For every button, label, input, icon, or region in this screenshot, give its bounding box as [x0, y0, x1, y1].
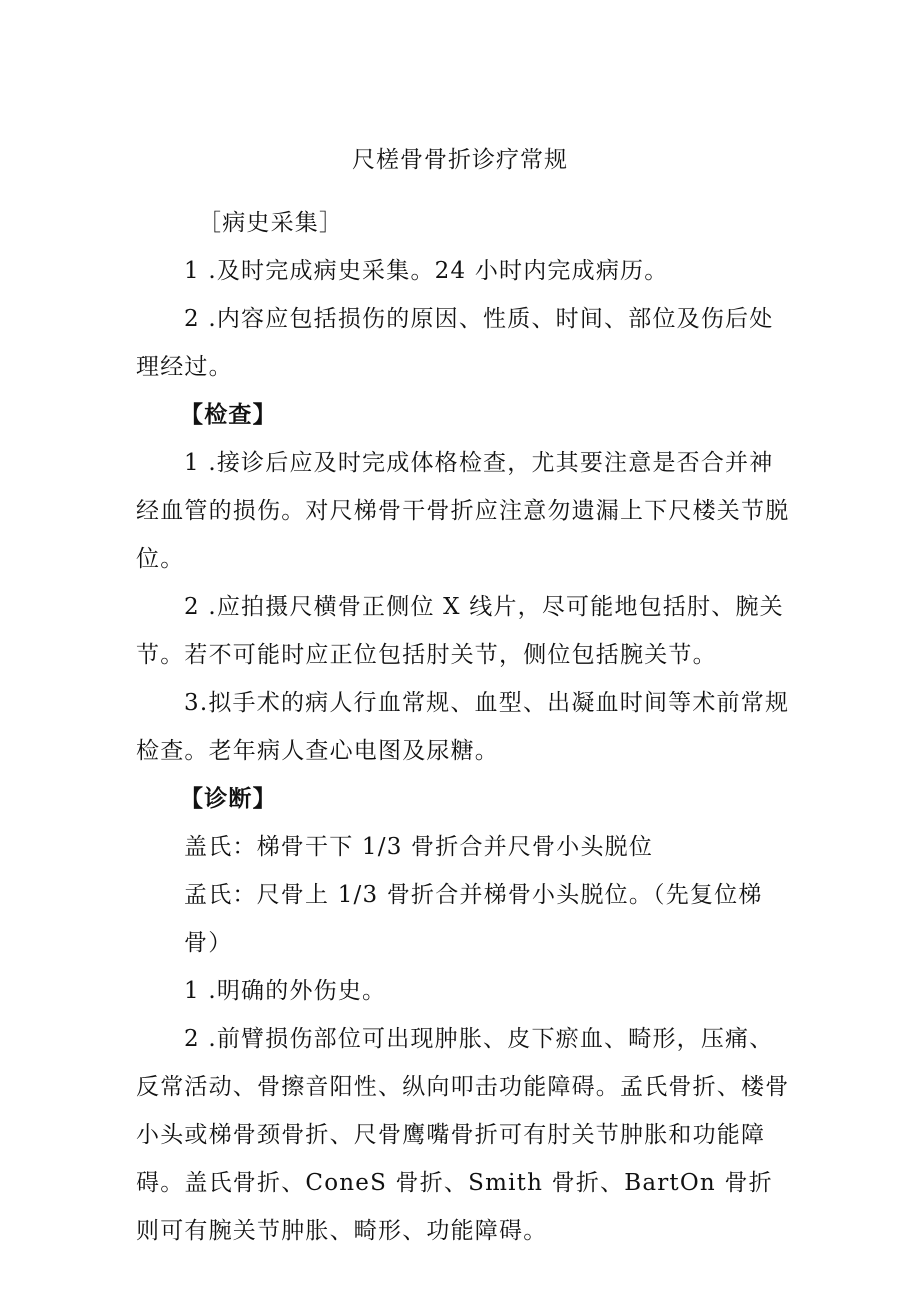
exam-item-3: 3.拟手术的病人行血常规、血型、出凝血时间等术前常规检查。老年病人查心电图及尿糖。	[136, 690, 790, 764]
section-heading-history: ［病史采集］	[198, 210, 344, 236]
document-title: 尺槎骨骨折诊疗常规	[352, 147, 568, 173]
document-body	[136, 199, 796, 1255]
diagnosis-line-monteggia: 孟氏：尺骨上 1/3 骨折合并梯骨小头脱位。（先复位梯骨）	[184, 882, 763, 956]
history-item-2: 2 .内容应包括损伤的原因、性质、时间、部位及伤后处理经过。	[136, 306, 774, 380]
exam-item-2: 2 .应拍摄尺横骨正侧位 X 线片，尽可能地包括肘、腕关节。若不可能时应正位包括肘关节，侧位包括腕关节。	[136, 594, 784, 668]
history-item-1: 1 .及时完成病史采集。24 小时内完成病历。	[184, 258, 669, 284]
section-heading-diagnosis: 【诊断】	[180, 785, 277, 812]
diagnosis-line-galeazzi: 盖氏：梯骨干下 1/3 骨折合并尺骨小头脱位	[184, 834, 654, 860]
exam-item-1: 1 .接诊后应及时完成体格检查，尤其要注意是否合并神经血管的损伤。对尺梯骨干骨折应注意勿遗漏上下尺楼关节脱位。	[136, 450, 790, 572]
diagnosis-item-2: 2 .前臂损伤部位可出现肿胀、皮下瘀血、畸形，压痛、反常活动、骨擦音阳性、纵向叩击功能障碍。孟氏骨折、楼骨小头或梯骨颈骨折、尺骨鹰嘴骨折可有肘关节肿胀和功能障碍。盖氏骨折、ConeS 骨折、Smith 骨折、BartOn 骨折则可有腕关节肿胀、畸形、功能障碍。	[136, 1026, 790, 1244]
diagnosis-item-1: 1 .明确的外伤史。	[184, 978, 387, 1004]
section-heading-exam: 【检查】	[180, 401, 277, 428]
